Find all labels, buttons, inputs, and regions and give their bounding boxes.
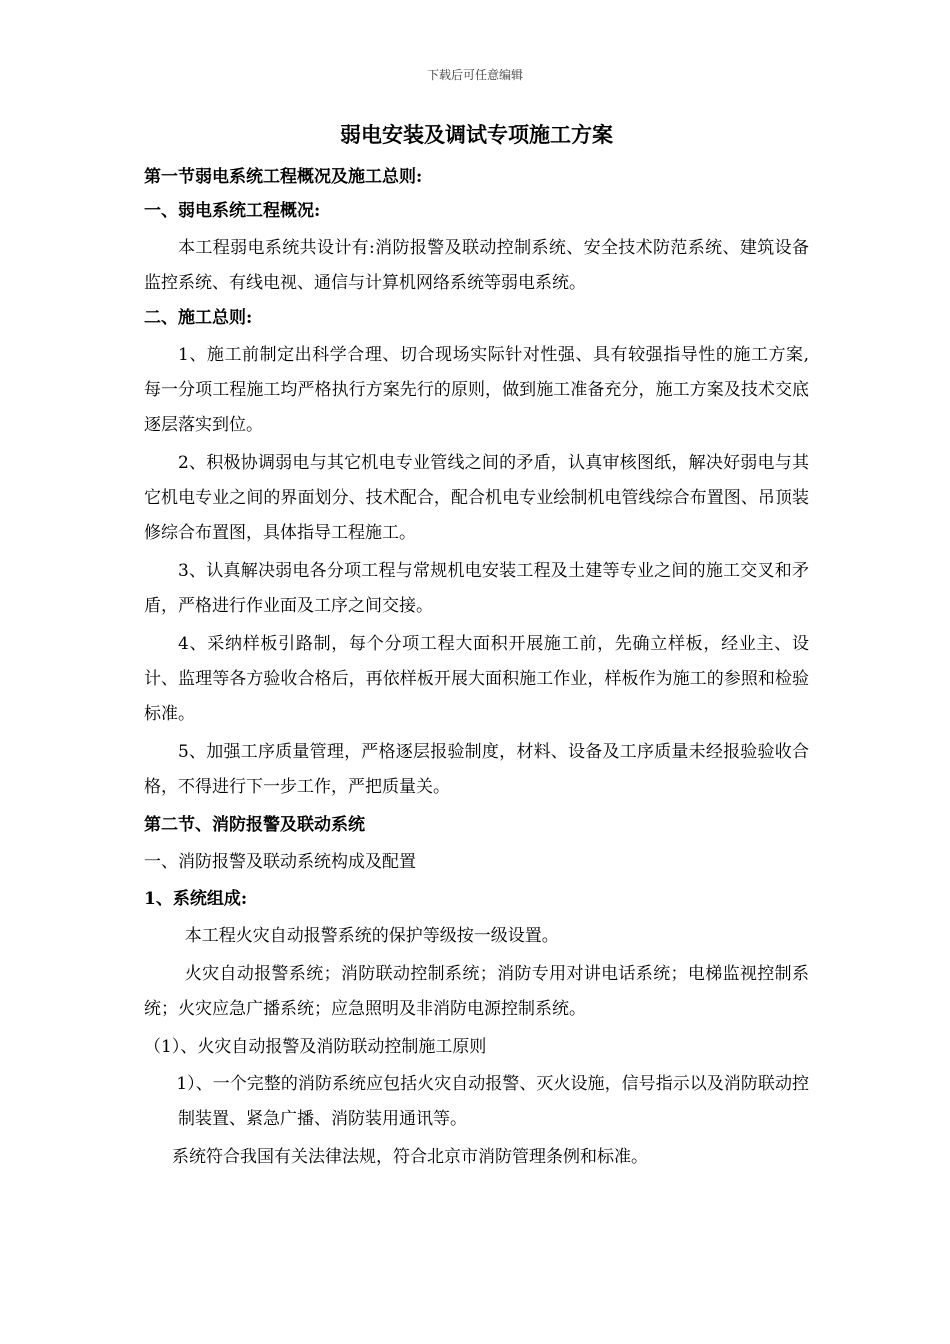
compliance-paragraph: 系统符合我国有关法律法规，符合北京市消防管理条例和标准。 [172,1147,648,1167]
principle-point-1: 1）、一个完整的消防系统应包括火灾自动报警、灭火设施，信号指示以及消防联动控制装置、紧急广播、消防装用通讯等。 [176,1074,809,1129]
system-list-paragraph: 火灾自动报警系统；消防联动控制系统；消防专用对讲电话系统；电梯监视控制系统；火灾应急广播系统；应急照明及非消防电源控制系统。 [144,964,809,1019]
download-watermark: 下载后可任意编辑 [426,68,523,82]
construction-principle-heading: （1）、火灾自动报警及消防联动控制施工原则 [144,1037,487,1057]
document-body [144,118,809,1175]
rule-item-5: 5、加强工序质量管理，严格逐层报验制度，材料、设备及工序质量未经报验验收合格，不得进行下一步工作，严把质量关。 [144,742,809,797]
document-title: 弱电安装及调试专项施工方案 [340,122,613,147]
subsection1-heading: 一、弱电系统工程概况: [144,201,321,221]
rule-item-1: 1、施工前制定出科学合理、切合现场实际针对性强、具有较强指导性的施工方案, 每一分项工程施工均严格执行方案先行的原则，做到施工准备充分，施工方案及技术交底逐层落实到位。 [144,345,809,435]
section2-heading: 第二节、消防报警及联动系统 [144,815,365,835]
system-composition-heading: 1、系统组成: [144,889,248,909]
rule-item-4: 4、采纳样板引路制，每个分项工程大面积开展施工前，先确立样板，经业主、设计、监理等各方验收合格后，再依样板开展大面积施工作业，样板作为施工的参照和检验标准。 [144,634,809,724]
section2-subsection1: 一、消防报警及联动系统构成及配置 [144,852,416,872]
rule-item-3: 3、认真解决弱电各分项工程与常规机电安装工程及土建等专业之间的施工交叉和矛盾，严格进行作业面及工序之间交接。 [144,561,809,616]
subsection2-heading: 二、施工总则: [144,308,253,328]
rule-item-2: 2、积极协调弱电与其它机电专业管线之间的矛盾，认真审核图纸，解决好弱电与其它机电专业之间的界面划分、技术配合，配合机电专业绘制机电管线综合布置图、吊顶装修综合布置图，具体指导工程施工。 [144,453,809,543]
section1-heading: 第一节弱电系统工程概况及施工总则: [144,167,423,187]
protection-level-paragraph: 本工程火灾自动报警系统的保护等级按一级设置。 [184,926,559,946]
overview-paragraph: 本工程弱电系统共设计有:消防报警及联动控制系统、安全技术防范系统、建筑设备监控系统、有线电视、通信与计算机网络系统等弱电系统。 [144,238,809,293]
